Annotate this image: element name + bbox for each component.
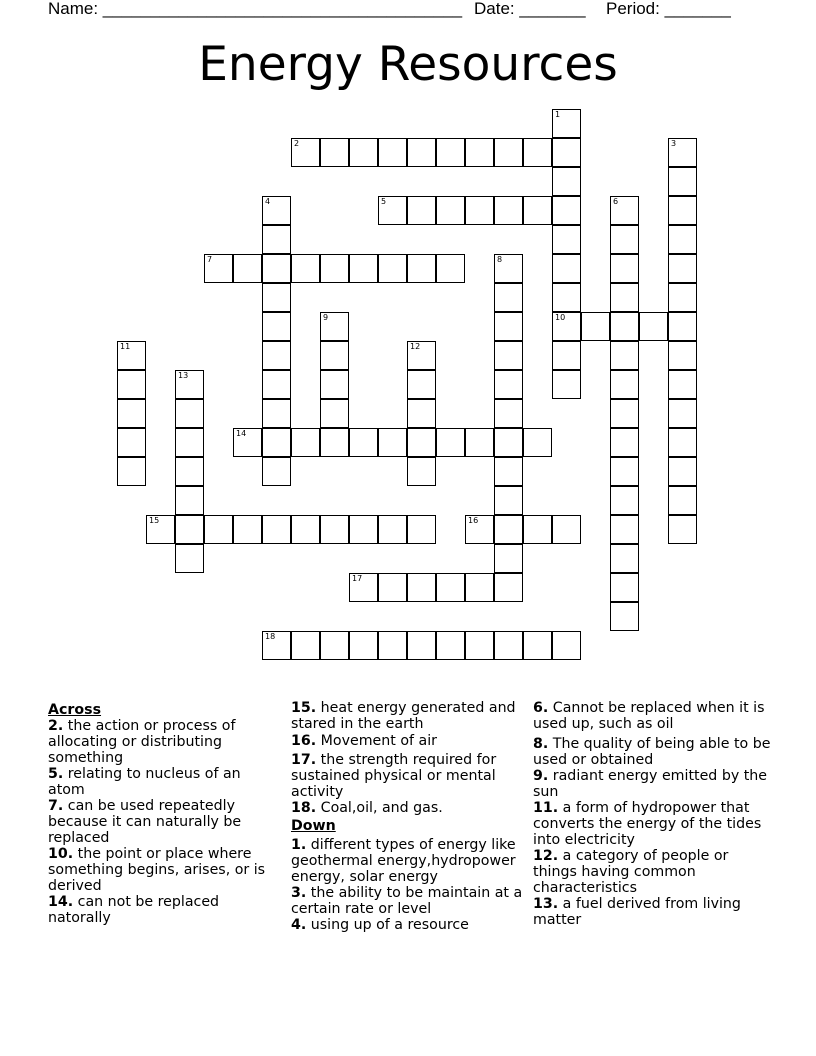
crossword-cell[interactable]: [668, 341, 697, 370]
crossword-cell[interactable]: [523, 515, 552, 544]
clue-number-label: 7: [207, 255, 213, 264]
crossword-cell[interactable]: [465, 138, 494, 167]
across-clue: 10. the point or place where something begins, arises, or is derived: [48, 846, 266, 894]
crossword-cell[interactable]: [320, 138, 349, 167]
crossword-cell[interactable]: [320, 254, 349, 283]
date-field[interactable]: Date: _______: [474, 0, 586, 18]
crossword-cell[interactable]: [175, 515, 204, 544]
crossword-cell[interactable]: [494, 283, 523, 312]
crossword-cell[interactable]: [320, 631, 349, 660]
crossword-cell[interactable]: [262, 283, 291, 312]
crossword-cell[interactable]: [552, 109, 581, 138]
clue-number-label: 3: [671, 139, 677, 148]
crossword-cell[interactable]: [494, 573, 523, 602]
clue-number-label: 10: [555, 313, 566, 322]
crossword-cell[interactable]: [494, 312, 523, 341]
clue-number-label: 18: [265, 632, 276, 641]
name-field[interactable]: Name: ______________________________________: [48, 0, 463, 18]
crossword-cell[interactable]: [552, 312, 581, 341]
crossword-cell[interactable]: [465, 573, 494, 602]
crossword-cell[interactable]: [552, 196, 581, 225]
crossword-cell[interactable]: [146, 515, 175, 544]
crossword-cell[interactable]: [436, 631, 465, 660]
crossword-cell[interactable]: [407, 428, 436, 457]
crossword-cell[interactable]: [436, 254, 465, 283]
crossword-cell[interactable]: [494, 457, 523, 486]
crossword-cell[interactable]: [175, 486, 204, 515]
clue-number-label: 6: [613, 197, 619, 206]
down-clue: 13. a fuel derived from living matter: [533, 896, 741, 928]
crossword-cell[interactable]: [407, 254, 436, 283]
down-clue: 9. radiant energy emitted by the sun: [533, 768, 768, 800]
crossword-cell[interactable]: [262, 515, 291, 544]
crossword-cell[interactable]: [175, 399, 204, 428]
crossword-cell[interactable]: [436, 138, 465, 167]
crossword-cell[interactable]: [204, 515, 233, 544]
crossword-cell[interactable]: [668, 370, 697, 399]
crossword-cell[interactable]: [610, 341, 639, 370]
crossword-cell[interactable]: [175, 544, 204, 573]
crossword-cell[interactable]: [407, 399, 436, 428]
crossword-cell[interactable]: [552, 138, 581, 167]
crossword-cell[interactable]: [117, 341, 146, 370]
crossword-cell[interactable]: [494, 254, 523, 283]
crossword-cell[interactable]: [552, 254, 581, 283]
clue-number-label: 2: [294, 139, 300, 148]
across-heading: Across: [48, 702, 102, 718]
crossword-cell[interactable]: [378, 138, 407, 167]
down-clue: 11. a form of hydropower that converts the energy of the tides into electricity: [533, 800, 762, 848]
down-clue: 6. Cannot be replaced when it is used up, such as oil: [533, 700, 765, 732]
across-clue: 7. can be used repeatedly because it can naturally be replaced: [48, 798, 242, 846]
crossword-cell[interactable]: [320, 341, 349, 370]
crossword-cell[interactable]: [668, 167, 697, 196]
crossword-cell[interactable]: [204, 254, 233, 283]
crossword-cell[interactable]: [639, 312, 668, 341]
crossword-cell[interactable]: [407, 138, 436, 167]
crossword-cell[interactable]: [378, 254, 407, 283]
clue-number-label: 16: [468, 516, 479, 525]
crossword-cell[interactable]: [436, 428, 465, 457]
crossword-cell[interactable]: [378, 631, 407, 660]
crossword-cell[interactable]: [407, 457, 436, 486]
crossword-cell[interactable]: [291, 631, 320, 660]
crossword-cell[interactable]: [610, 573, 639, 602]
crossword-cell[interactable]: [610, 283, 639, 312]
crossword-cell[interactable]: [668, 428, 697, 457]
clue-number-label: 1: [555, 110, 561, 119]
clues-column-1: [48, 700, 280, 926]
crossword-cell[interactable]: [349, 631, 378, 660]
crossword-cell[interactable]: [465, 515, 494, 544]
crossword-cell[interactable]: [552, 631, 581, 660]
crossword-cell[interactable]: [262, 631, 291, 660]
crossword-cell[interactable]: [523, 428, 552, 457]
crossword-cell[interactable]: [407, 515, 436, 544]
crossword-cell[interactable]: [407, 573, 436, 602]
crossword-cell[interactable]: [552, 370, 581, 399]
clue-number-label: 9: [323, 313, 329, 322]
across-clue: 18. Coal,oil, and gas.: [291, 800, 443, 816]
crossword-cell[interactable]: [117, 370, 146, 399]
crossword-cell[interactable]: [494, 341, 523, 370]
crossword-cell[interactable]: [668, 457, 697, 486]
crossword-cell[interactable]: [668, 283, 697, 312]
crossword-cell[interactable]: [233, 428, 262, 457]
crossword-cell[interactable]: [407, 341, 436, 370]
crossword-cell[interactable]: [378, 428, 407, 457]
crossword-cell[interactable]: [407, 631, 436, 660]
crossword-cell[interactable]: [233, 254, 262, 283]
crossword-cell[interactable]: [668, 312, 697, 341]
clue-number-label: 15: [149, 516, 160, 525]
crossword-cell[interactable]: [262, 312, 291, 341]
crossword-cell[interactable]: [262, 254, 291, 283]
crossword-cell[interactable]: [581, 312, 610, 341]
crossword-cell[interactable]: [610, 370, 639, 399]
crossword-cell[interactable]: [262, 428, 291, 457]
crossword-cell[interactable]: [175, 457, 204, 486]
crossword-cell[interactable]: [175, 370, 204, 399]
crossword-cell[interactable]: [494, 428, 523, 457]
crossword-cell[interactable]: [610, 457, 639, 486]
crossword-cell[interactable]: [494, 631, 523, 660]
crossword-cell[interactable]: [117, 428, 146, 457]
crossword-cell[interactable]: [320, 312, 349, 341]
crossword-cell[interactable]: [610, 399, 639, 428]
down-clue: 3. the ability to be maintain at a certain rate or level: [291, 885, 523, 917]
crossword-cell[interactable]: [610, 312, 639, 341]
crossword-cell[interactable]: [494, 515, 523, 544]
crossword-cell[interactable]: [349, 573, 378, 602]
across-clue: 2. the action or process of allocating or distributing something: [48, 718, 236, 766]
down-clue: 12. a category of people or things having common characteristics: [533, 848, 729, 896]
crossword-cell[interactable]: [494, 370, 523, 399]
down-clue: 8. The quality of being able to be used or obtained: [533, 736, 771, 768]
crossword-cell[interactable]: [610, 602, 639, 631]
crossword-cell[interactable]: [494, 138, 523, 167]
crossword-cell[interactable]: [291, 254, 320, 283]
clues-column-3: [533, 700, 773, 928]
crossword-cell[interactable]: [378, 515, 407, 544]
crossword-cell[interactable]: [320, 370, 349, 399]
clue-number-label: 17: [352, 574, 363, 583]
crossword-cell[interactable]: [668, 399, 697, 428]
crossword-cell[interactable]: [378, 196, 407, 225]
clue-number-label: 12: [410, 342, 421, 351]
crossword-cell[interactable]: [610, 544, 639, 573]
crossword-cell[interactable]: [523, 196, 552, 225]
crossword-cell[interactable]: [494, 544, 523, 573]
crossword-cell[interactable]: [349, 515, 378, 544]
crossword-cell[interactable]: [436, 573, 465, 602]
clue-number-label: 11: [120, 342, 131, 351]
crossword-cell[interactable]: [523, 138, 552, 167]
crossword-cell[interactable]: [668, 225, 697, 254]
crossword-cell[interactable]: [465, 631, 494, 660]
crossword-cell[interactable]: [552, 515, 581, 544]
crossword-cell[interactable]: [117, 399, 146, 428]
crossword-cell[interactable]: [349, 428, 378, 457]
crossword-cell[interactable]: [349, 254, 378, 283]
down-clue: 4. using up of a resource: [291, 917, 469, 933]
crossword-cell[interactable]: [552, 225, 581, 254]
crossword-cell[interactable]: [552, 283, 581, 312]
crossword-cell[interactable]: [291, 515, 320, 544]
across-clue: 16. Movement of air: [291, 733, 437, 749]
crossword-cell[interactable]: [610, 428, 639, 457]
crossword-cell[interactable]: [233, 515, 262, 544]
crossword-cell[interactable]: [378, 573, 407, 602]
clue-number-label: 13: [178, 371, 189, 380]
clues-column-2: [291, 700, 523, 933]
crossword-cell[interactable]: [407, 370, 436, 399]
crossword-cell[interactable]: [262, 196, 291, 225]
puzzle-title: Energy Resources: [198, 37, 618, 92]
across-clue: 5. relating to nucleus of an atom: [48, 766, 241, 798]
crossword-cell[interactable]: [610, 225, 639, 254]
crossword-cell[interactable]: [465, 196, 494, 225]
crossword-cell[interactable]: [117, 457, 146, 486]
crossword-cell[interactable]: [436, 196, 465, 225]
crossword-cell[interactable]: [262, 457, 291, 486]
clue-number-label: 14: [236, 429, 247, 438]
down-clue: 1. different types of energy like geothermal energy,hydropower energy, solar energy: [291, 837, 516, 885]
crossword-cell[interactable]: [494, 196, 523, 225]
crossword-cell[interactable]: [668, 254, 697, 283]
crossword-cell[interactable]: [668, 515, 697, 544]
clue-number-label: 5: [381, 197, 387, 206]
crossword-cell[interactable]: [610, 515, 639, 544]
crossword-cell[interactable]: [407, 196, 436, 225]
across-clue: 17. the strength required for sustained physical or mental activity: [291, 752, 497, 800]
period-field[interactable]: Period: _______: [606, 0, 731, 18]
crossword-cell[interactable]: [291, 138, 320, 167]
crossword-cell[interactable]: [320, 515, 349, 544]
crossword-cell[interactable]: [523, 631, 552, 660]
crossword-cell[interactable]: [668, 486, 697, 515]
crossword-cell[interactable]: [291, 428, 320, 457]
crossword-cell[interactable]: [552, 341, 581, 370]
crossword-cell[interactable]: [175, 428, 204, 457]
crossword-cell[interactable]: [262, 341, 291, 370]
crossword-cell[interactable]: [349, 138, 378, 167]
across-clue: 15. heat energy generated and stared in the earth: [291, 700, 516, 732]
crossword-cell[interactable]: [494, 399, 523, 428]
crossword-cell[interactable]: [610, 196, 639, 225]
crossword-cell[interactable]: [552, 167, 581, 196]
crossword-cell[interactable]: [262, 399, 291, 428]
crossword-cell[interactable]: [465, 428, 494, 457]
crossword-cell[interactable]: [262, 370, 291, 399]
across-clue: 14. can not be replaced natorally: [48, 894, 220, 926]
crossword-cell[interactable]: [610, 254, 639, 283]
crossword-cell[interactable]: [262, 225, 291, 254]
down-heading: Down: [291, 818, 336, 834]
crossword-cell[interactable]: [668, 138, 697, 167]
clue-number-label: 8: [497, 255, 503, 264]
clue-number-label: 4: [265, 197, 271, 206]
crossword-cell[interactable]: [320, 428, 349, 457]
crossword-cell[interactable]: [320, 399, 349, 428]
crossword-cell[interactable]: [668, 196, 697, 225]
crossword-cell[interactable]: [610, 486, 639, 515]
crossword-cell[interactable]: [494, 486, 523, 515]
